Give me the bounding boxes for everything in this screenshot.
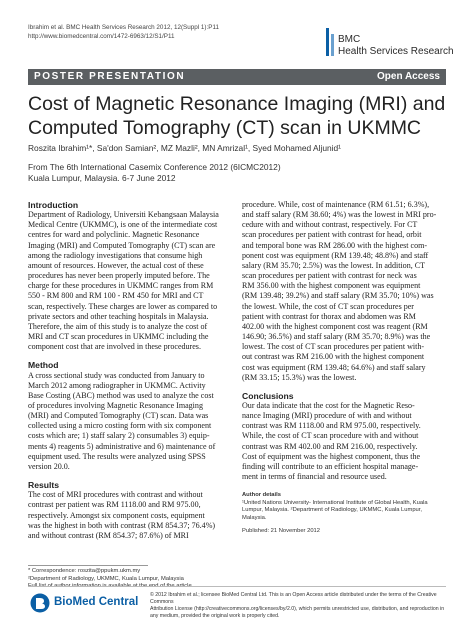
text-line: of procedures involving Magnetic Resonance Imaging [28, 400, 203, 410]
results-body [28, 490, 228, 541]
article-title [28, 92, 458, 140]
text-line: (RM 139.48; 39.2%) and staff salary (RM 35.70; 10%) was [242, 291, 434, 301]
text-line: procedure. While, cost of maintenance (RM 61.51; 6.3%), [242, 200, 430, 209]
text-line: The cost of MRI procedures with contrast and without [28, 490, 203, 500]
method-body [28, 371, 228, 473]
biomed-central-icon [30, 593, 50, 613]
text-line: among the radiology investigations that consume high [28, 250, 203, 260]
text-line: contrast was RM 1118.00 and RM 975.00, respectively. [242, 421, 421, 431]
authors: Roszita Ibrahim¹*, Sa'don Samian², MZ Mazli², MN Amrizal¹, Syed Mohamed Aljunid¹ [28, 143, 341, 153]
section-type: POSTER PRESENTATION [34, 71, 186, 82]
text-line: any medium, provided the original work is properly cited. [150, 613, 280, 619]
results-continued [242, 200, 448, 383]
text-line: Base Costing (ABC) method was used to analyze the cost [28, 390, 214, 400]
text-line: Attribution License (http://creativecommons.org/licenses/by/2.0), which permits unrestricted use, distribution, and reproduction in [150, 606, 445, 612]
text-line: Lumpur, Malaysia. ²Department of Radiology, UKMMC, Kuala Lumpur, [242, 507, 422, 514]
conclusions-heading: Conclusions [242, 390, 294, 401]
text-line: finding will contribute to an efficient hospital manage- [242, 461, 419, 471]
author-details-body [242, 500, 452, 523]
text-line: (RM 33.15; 15.3%) was the lowest. [242, 372, 357, 382]
biomed-central-logo [30, 593, 142, 615]
results-heading: Results [28, 480, 60, 491]
text-line: 550 - RM 800 and RM 100 - RM 450 for MRI and CT [28, 291, 204, 301]
conclusions-body [242, 401, 448, 482]
text-line: out contrast was RM 216.00 with the highest component [242, 352, 425, 362]
text-line: and temporal bone was RM 286.00 with the highest com- [242, 240, 428, 250]
text-line: Department of Radiology, Universiti Kebangsaan Malaysia [28, 210, 219, 220]
text-line: scan procedures per patient with contrast for head, orbit [242, 230, 422, 240]
text-line: centres for ward and polyclinic. Magnetic Resonance [28, 230, 200, 240]
text-line: RM 356.00 with the highest component was equipment [242, 281, 421, 291]
citation [28, 24, 219, 41]
text-line: component cost that are involved in these procedures. [28, 342, 201, 352]
text-line: contrast per patient was RM 1118.00 and RM 975.00, [28, 500, 201, 510]
conference-line-2: Kuala Lumpur, Malaysia. 6-7 June 2012 [28, 173, 176, 183]
bmc-mark-icon [326, 28, 334, 56]
text-line: Medical Centre (UKMMC), is one of the intermediate cost [28, 220, 218, 230]
text-line: 146.90; 36.5%) and staff salary (RM 35.70; 8.9%) was the [242, 332, 431, 342]
text-line: (MRI) and Computed Tomography (CT) scan. Data was [28, 411, 209, 421]
citation-line-1: Ibrahim et al. BMC Health Services Research 2012, 12(Suppl 1):P11 [28, 24, 219, 31]
footnote-rule [28, 565, 148, 566]
text-line: Our data indicate that the cost for the Magnetic Reso- [242, 400, 415, 410]
text-line: charge for these procedures in UKMMC ranges from RM [28, 281, 214, 291]
correspondence: * Correspondence: roszita@ppukm.ukm.my [28, 568, 141, 574]
introduction-heading: Introduction [28, 200, 79, 210]
biomed-central-text: BioMed Central [54, 596, 139, 608]
text-line: cost was equipment (RM 139.48; 64.6%) and staff salary [242, 362, 426, 372]
text-line: amount of resources. However, the actual cost of these [28, 260, 204, 270]
journal-logo [326, 22, 466, 62]
text-line: cedure with and without contrast, respectively. For CT [242, 220, 418, 230]
text-line: the lowest. While, the cost of CT scan procedures per [242, 301, 414, 311]
text-line: costs which are; 1) staff salary 2) consumables 3) equip- [28, 431, 210, 441]
text-line: lowest. The cost of CT scan procedures per patient with- [242, 342, 425, 352]
affiliation: ²Department of Radiology, UKMMC, Kuala Lumpur, Malaysia [28, 575, 184, 582]
text-line: contrast was RM 402.00 and RM 216.00, respectively. [242, 441, 418, 451]
left-column [28, 200, 228, 541]
text-line: nance Imaging (MRI) procedure of with and without [242, 411, 412, 421]
text-line: ¹United Nations University- International Institute of Global Health, Kuala [242, 499, 428, 506]
text-line: scan, respectively. These charges are lower as compared to [28, 301, 218, 311]
text-line: A cross sectional study was conducted from January to [28, 370, 205, 380]
footnotes [28, 568, 233, 591]
text-line: private sectors and other teaching hospitals in Malaysia. [28, 311, 209, 321]
conference-info [28, 162, 281, 184]
text-line: ponent cost was equipment (RM 139.48; 48.8%) and staff [242, 250, 429, 260]
text-line: MRI and CT scan procedures in UKMMC including the [28, 332, 209, 342]
text-line: ment in terms of financial and resource used. [242, 472, 387, 482]
method-heading: Method [28, 360, 59, 371]
text-line: salary (RM 35.70; 2.5%) was the lowest. In addition, CT [242, 260, 426, 270]
published-date: Published: 21 November 2012 [242, 528, 320, 535]
introduction-body [28, 210, 228, 352]
text-line: equipment used. The results were analyzed using SPSS [28, 451, 206, 461]
open-access-label: Open Access [377, 71, 440, 82]
text-line: was the highest in both with contrast (RM 854.37; 76.4%) [28, 520, 216, 530]
text-line: respectively. Amongst six component costs, equipment [28, 510, 205, 520]
journal-name-line-2: Health Services Research [338, 46, 454, 57]
license-text [150, 592, 452, 620]
text-line: Malaysia. [242, 514, 267, 521]
text-line: collected using a micro costing form with six component [28, 421, 212, 431]
text-line: Therefore, the aim of this study is to analyze the cost of [28, 321, 208, 331]
text-line: Imaging (MRI) and Computed Tomography (CT) scan are [28, 240, 216, 250]
text-line: March 2012 among radiographer in UKMMC. Activity [28, 380, 206, 390]
section-bar [28, 69, 446, 85]
text-line: Cost of equipment was the highest component, thus the [242, 451, 421, 461]
text-line: patient with contrast for thorax and abdomen was RM [242, 311, 416, 321]
text-line: scan procedures per patient with contrast for neck was [242, 271, 417, 281]
text-line: and without contrast (RM 854.37; 87.6%) of MRI [28, 530, 189, 540]
text-line: ments 4) reagents 5) administrative and 6) maintenance of [28, 441, 216, 451]
author-details-heading: Author details [242, 492, 281, 498]
footer-rule [28, 586, 446, 587]
text-line: While, the cost of CT scan procedure with and without [242, 431, 419, 441]
citation-url[interactable]: http://www.biomedcentral.com/1472-6963/12/S1/P11 [28, 32, 175, 40]
text-line: © 2012 Ibrahim et al.; licensee BioMed Central Ltd. This is an Open Access article distributed under the terms of the Creative Commons [150, 592, 437, 605]
text-line: procedures has never been properly imputed before. The [28, 271, 210, 281]
text-line: version 20.0. [28, 461, 70, 471]
title-line-2: Computed Tomography (CT) scan in UKMMC [28, 117, 422, 139]
journal-name-line-1: BMC [338, 34, 361, 45]
conference-line-1: From The 6th International Casemix Conference 2012 (6ICMC2012) [28, 162, 281, 172]
title-line-1: Cost of Magnetic Resonance Imaging (MRI) and [28, 93, 446, 115]
author-details [242, 492, 452, 536]
right-column [242, 200, 448, 482]
text-line: and staff salary (RM 38.60; 4%) was the lowest in MRI pro- [242, 210, 437, 220]
text-line: 402.00 with the highest component cost was reagent (RM [242, 321, 428, 331]
